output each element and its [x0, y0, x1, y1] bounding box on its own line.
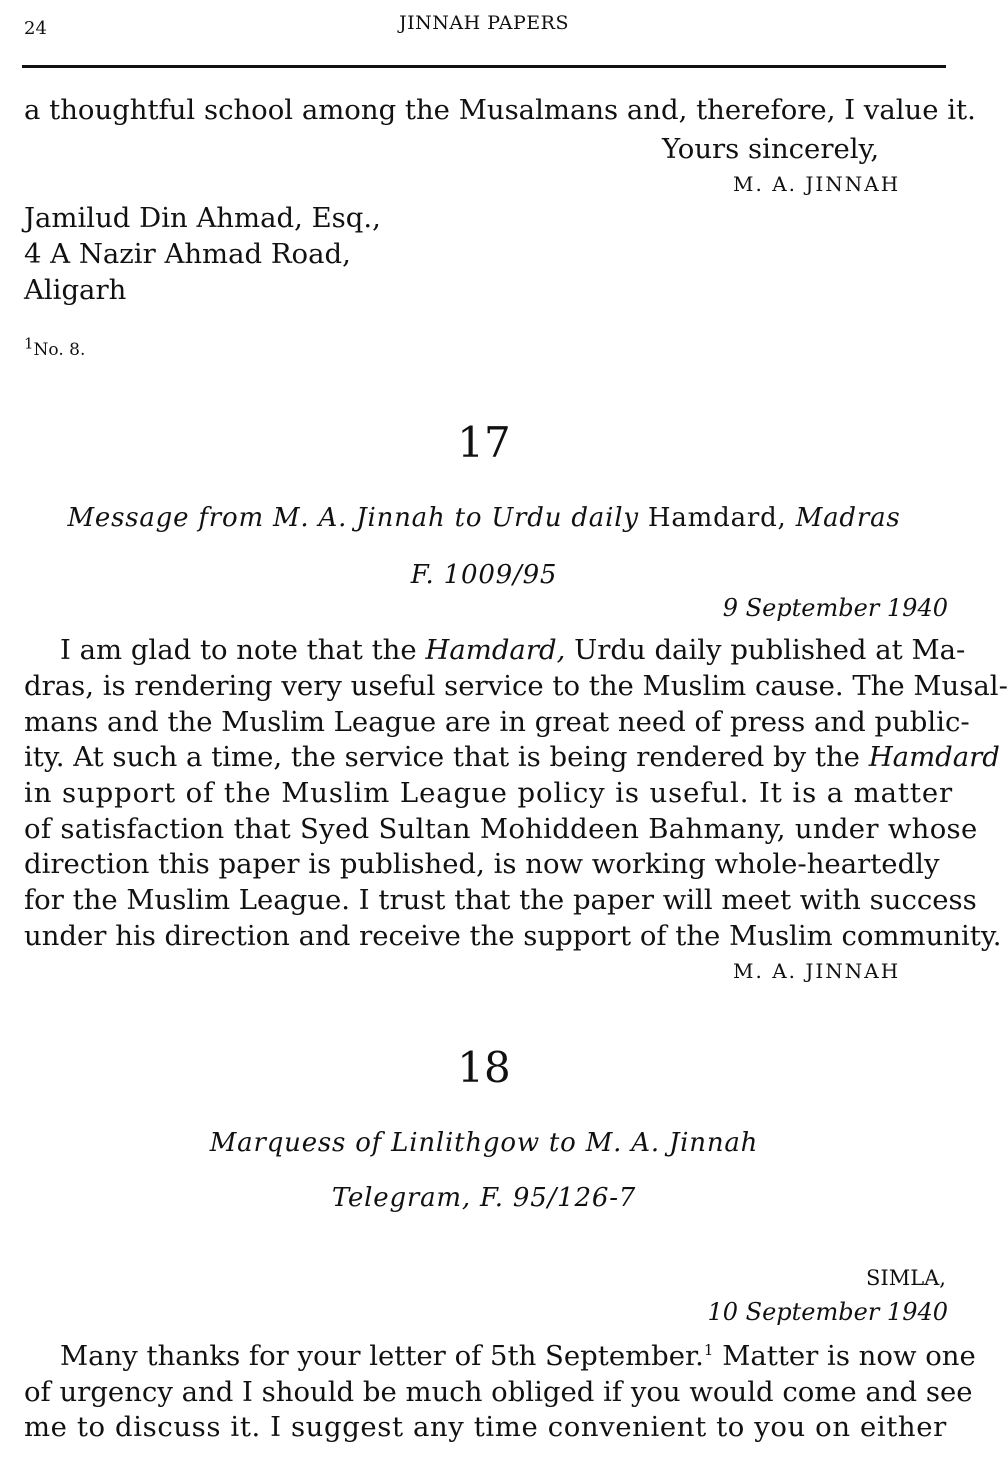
- dispatch-place: SIMLA,: [866, 1266, 946, 1290]
- continuation-line: a thoughtful school among the Musalmans and, therefore, I value it.: [24, 94, 976, 126]
- footnote-text: No. 8.: [33, 340, 86, 360]
- paragraph-line: I am glad to note that the Hamdard, Urdu daily published at Ma-: [60, 634, 966, 666]
- document-date: 9 September 1940: [722, 594, 948, 622]
- footnote-marker: 1: [24, 334, 34, 353]
- paragraph-line: of urgency and I should be much obliged if you would come and see: [24, 1376, 973, 1408]
- paragraph-line: direction this paper is published, is now working whole-heartedly: [24, 848, 940, 880]
- signature: M. A. JINNAH: [733, 959, 901, 983]
- document-number: 18: [457, 1043, 511, 1092]
- heading-part: Madras: [795, 503, 901, 533]
- paragraph-line: of satisfaction that Syed Sultan Mohiddeen Bahmany, under whose: [24, 813, 978, 845]
- header-rule: [22, 65, 946, 68]
- heading-part: Message from M. A. Jinnah to Urdu daily: [67, 503, 639, 533]
- heading-newspaper-name: Hamdard,: [647, 503, 787, 533]
- paragraph-line: in support of the Muslim League policy is useful. It is a matter: [24, 777, 954, 809]
- paragraph-line: for the Muslim League. I trust that the paper will meet with success: [24, 884, 977, 916]
- document-heading: Marquess of Linlithgow to M. A. Jinnah: [209, 1128, 759, 1158]
- closing-salutation: Yours sincerely,: [662, 133, 880, 165]
- file-reference: F. 1009/95: [410, 560, 558, 590]
- paragraph-line: under his direction and receive the support of the Muslim community.: [24, 920, 1002, 952]
- document-heading: [0, 503, 968, 533]
- paragraph-line: dras, is rendering very useful service to the Muslim cause. The Musal-: [24, 670, 1008, 702]
- address-line: Jamilud Din Ahmad, Esq.,: [24, 202, 381, 234]
- footnote-marker: 1: [703, 1340, 714, 1359]
- paragraph-line: me to discuss it. I suggest any time convenient to you on either: [24, 1411, 947, 1443]
- signature: M. A. JINNAH: [733, 172, 901, 196]
- address-line: 4 A Nazir Ahmad Road,: [24, 238, 351, 270]
- document-date: 10 September 1940: [707, 1298, 948, 1326]
- paragraph-line: ity. At such a time, the service that is being rendered by the Hamdard: [24, 741, 1000, 773]
- document-number: 17: [457, 418, 511, 467]
- paragraph-line: Many thanks for your letter of 5th September.$^1$ Matter is now one: [60, 1340, 976, 1372]
- paragraph-line: mans and the Muslim League are in great need of press and public-: [24, 706, 970, 738]
- address-line: Aligarh: [24, 274, 127, 306]
- running-title: JINNAH PAPERS: [399, 12, 569, 34]
- file-reference: Telegram, F. 95/126-7: [331, 1183, 637, 1213]
- page-number: 24: [24, 18, 47, 39]
- footnote: [24, 334, 86, 360]
